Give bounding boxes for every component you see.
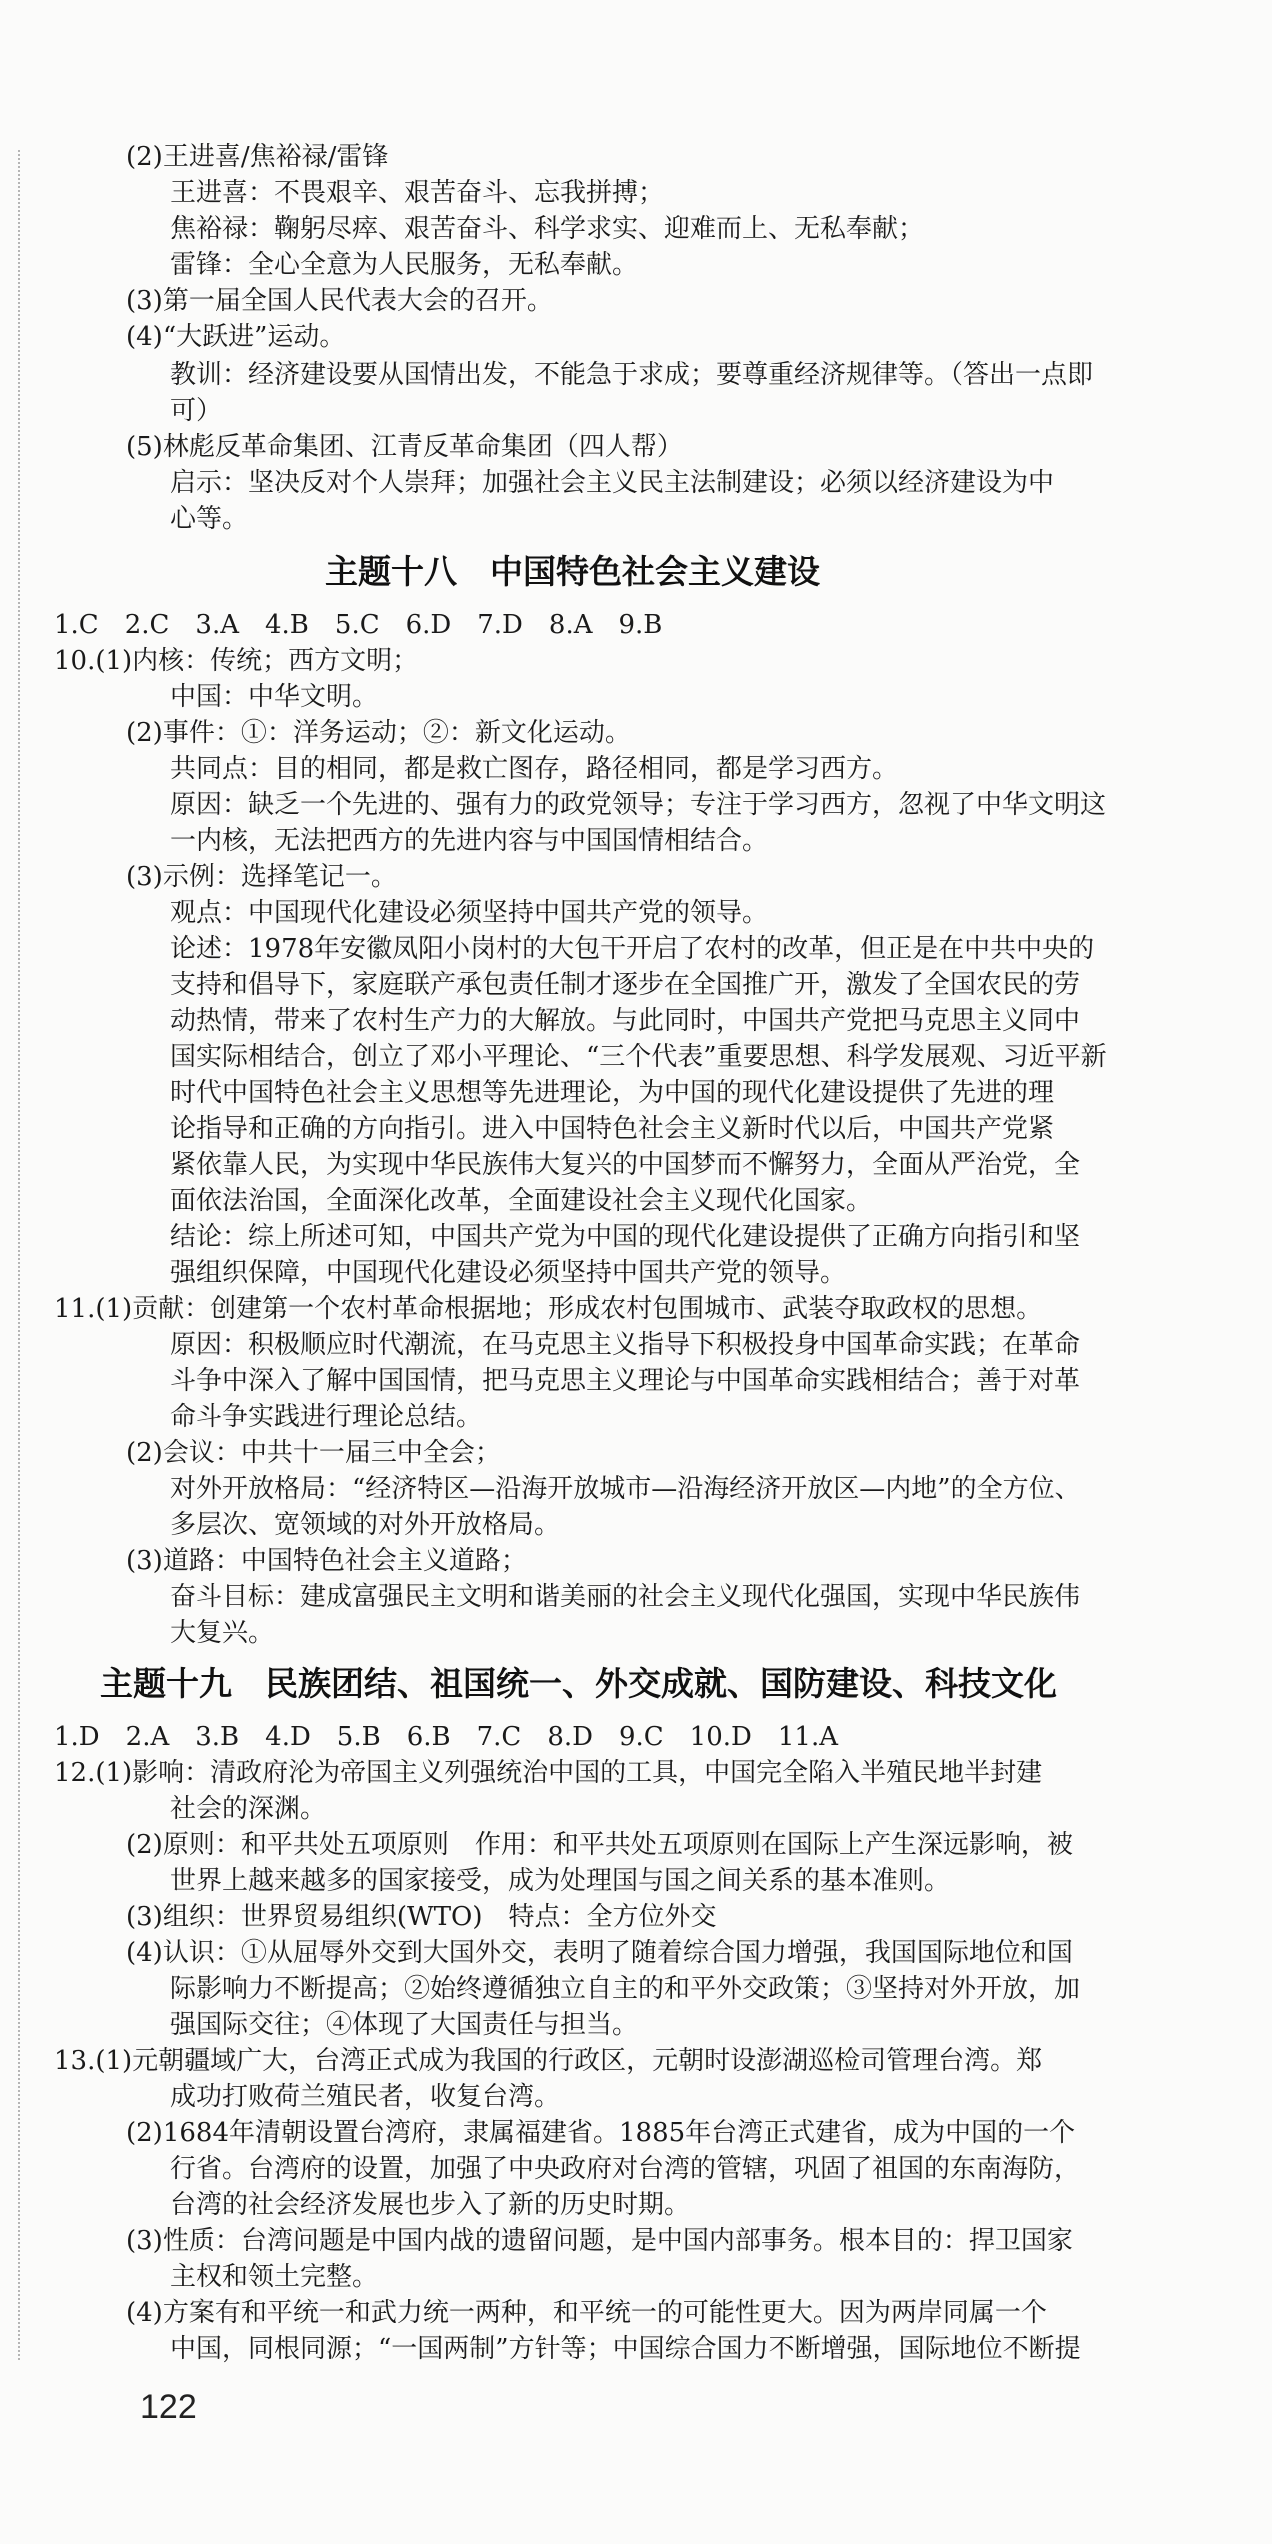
answer-line: 启示：坚决反对个人崇拜；加强社会主义民主法制建设；必须以经济建设为中 [170, 468, 1055, 498]
answer-line: (4)认识：①从屈辱外交到大国外交，表明了随着综合国力增强，我国国际地位和国 [126, 1938, 1073, 1968]
answer-line: 奋斗目标：建成富强民主文明和谐美丽的社会主义现代化强国，实现中华民族伟 [170, 1582, 1081, 1612]
choice-answers: 1.C 2.C 3.A 4.B 5.C 6.D 7.D 8.A 9.B [54, 610, 663, 640]
answer-line: 原因：积极顺应时代潮流，在马克思主义指导下积极投身中国革命实践；在革命 [170, 1330, 1081, 1360]
answer-line: 论指导和正确的方向指引。进入中国特色社会主义新时代以后，中国共产党紧 [170, 1114, 1055, 1144]
answer-line: 命斗争实践进行理论总结。 [170, 1402, 483, 1432]
answer-line: 共同点：目的相同，都是救亡图存，路径相同，都是学习西方。 [170, 754, 899, 784]
answer-line: (2)会议：中共十一届三中全会； [126, 1438, 501, 1468]
answer-line: 13.(1)元朝疆域广大，台湾正式成为我国的行政区，元朝时设澎湖巡检司管理台湾。郑 [54, 2046, 1043, 2076]
answer-line: 一内核，无法把西方的先进内容与中国国情相结合。 [170, 826, 769, 856]
answer-line: 多层次、宽领域的对外开放格局。 [170, 1510, 561, 1540]
answer-line: 焦裕禄：鞠躬尽瘁、艰苦奋斗、科学求实、迎难而上、无私奉献； [170, 214, 925, 244]
page-number: 122 [140, 2388, 197, 2426]
answer-line: 结论：综上所述可知，中国共产党为中国的现代化建设提供了正确方向指引和坚 [170, 1222, 1081, 1252]
answer-line: (3)示例：选择笔记一。 [126, 862, 397, 892]
answer-line: 时代中国特色社会主义思想等先进理论，为中国的现代化建设提供了先进的理 [170, 1078, 1055, 1108]
margin-binding-line [18, 150, 20, 2360]
answer-line: (3)道路：中国特色社会主义道路； [126, 1546, 527, 1576]
answer-line: 原因：缺乏一个先进的、强有力的政党领导；专注于学习西方，忽视了中华文明这 [170, 790, 1107, 820]
answer-line: (4)“大跃进”运动。 [126, 322, 346, 352]
answer-line: (2)王进喜/焦裕禄/雷锋 [126, 142, 389, 172]
answer-line: 面依法治国，全面深化改革，全面建设社会主义现代化国家。 [170, 1186, 873, 1216]
answer-line: 成功打败荷兰殖民者，收复台湾。 [170, 2082, 561, 2112]
answer-line: 对外开放格局：“经济特区—沿海开放城市—沿海经济开放区—内地”的全方位、 [170, 1474, 1081, 1504]
answer-line: 10.(1)内核：传统；西方文明； [54, 646, 419, 676]
answer-line: 12.(1)影响：清政府沦为帝国主义列强统治中国的工具，中国完全陷入半殖民地半封建 [54, 1758, 1043, 1788]
answer-line: (3)第一届全国人民代表大会的召开。 [126, 286, 553, 316]
answer-line: (3)组织：世界贸易组织(WTO) 特点：全方位外交 [126, 1902, 717, 1932]
answer-line: 可） [170, 396, 223, 426]
answer-line: 行省。台湾府的设置，加强了中央政府对台湾的管辖，巩固了祖国的东南海防， [170, 2154, 1081, 2184]
section-title-19: 主题十九 民族团结、祖国统一、外交成就、国防建设、科技文化 [100, 1664, 1057, 1703]
answer-line: 支持和倡导下，家庭联产承包责任制才逐步在全国推广开，激发了全国农民的劳 [170, 970, 1081, 1000]
answer-line: 社会的深渊。 [170, 1794, 327, 1824]
answer-line: 观点：中国现代化建设必须坚持中国共产党的领导。 [170, 898, 769, 928]
answer-line: 论述：1978年安徽凤阳小岗村的大包干开启了农村的改革，但正是在中共中央的 [170, 934, 1095, 964]
answer-line: 11.(1)贡献：创建第一个农村革命根据地；形成农村包围城市、武装夺取政权的思想。 [54, 1294, 1043, 1324]
answer-line: 国实际相结合，创立了邓小平理论、“三个代表”重要思想、科学发展观、习近平新 [170, 1042, 1107, 1072]
answer-line: 心等。 [170, 504, 249, 534]
answer-line: 中国：中华文明。 [170, 682, 379, 712]
answer-line: (2)1684年清朝设置台湾府，隶属福建省。1885年台湾正式建省，成为中国的一个 [126, 2118, 1076, 2148]
answer-line: (2)事件：①：洋务运动；②：新文化运动。 [126, 718, 631, 748]
answer-line: 强国际交往；④体现了大国责任与担当。 [170, 2010, 639, 2040]
answer-line: 强组织保障，中国现代化建设必须坚持中国共产党的领导。 [170, 1258, 847, 1288]
answer-line: 大复兴。 [170, 1618, 275, 1648]
answer-line: 动热情，带来了农村生产力的大解放。与此同时，中国共产党把马克思主义同中 [170, 1006, 1081, 1036]
answer-line: 教训：经济建设要从国情出发，不能急于求成；要尊重经济规律等。（答出一点即 [170, 360, 1094, 390]
answer-line: (3)性质：台湾问题是中国内战的遗留问题，是中国内部事务。根本目的：捍卫国家 [126, 2226, 1073, 2256]
choice-answers: 1.D 2.A 3.B 4.D 5.B 6.B 7.C 8.D 9.C 10.D 11.A [54, 1722, 838, 1752]
answer-line: (5)林彪反革命集团、江青反革命集团（四人帮） [126, 432, 683, 462]
answer-line: 台湾的社会经济发展也步入了新的历史时期。 [170, 2190, 691, 2220]
answer-line: 紧依靠人民，为实现中华民族伟大复兴的中国梦而不懈努力，全面从严治党，全 [170, 1150, 1081, 1180]
answer-line: (2)原则：和平共处五项原则 作用：和平共处五项原则在国际上产生深远影响，被 [126, 1830, 1073, 1860]
answer-line: (4)方案有和平统一和武力统一两种，和平统一的可能性更大。因为两岸同属一个 [126, 2298, 1047, 2328]
answer-line: 际影响力不断提高；②始终遵循独立自主的和平外交政策；③坚持对外开放，加 [170, 1974, 1081, 2004]
section-title-18: 主题十八 中国特色社会主义建设 [325, 552, 820, 591]
answer-line: 中国，同根同源；“一国两制”方针等；中国综合国力不断增强，国际地位不断提 [170, 2334, 1081, 2364]
answer-line: 王进喜：不畏艰辛、艰苦奋斗、忘我拼搏； [170, 178, 665, 208]
answer-line: 雷锋：全心全意为人民服务，无私奉献。 [170, 250, 639, 280]
answer-line: 世界上越来越多的国家接受，成为处理国与国之间关系的基本准则。 [170, 1866, 951, 1896]
answer-line: 斗争中深入了解中国国情，把马克思主义理论与中国革命实践相结合；善于对革 [170, 1366, 1081, 1396]
answer-line: 主权和领土完整。 [170, 2262, 379, 2292]
